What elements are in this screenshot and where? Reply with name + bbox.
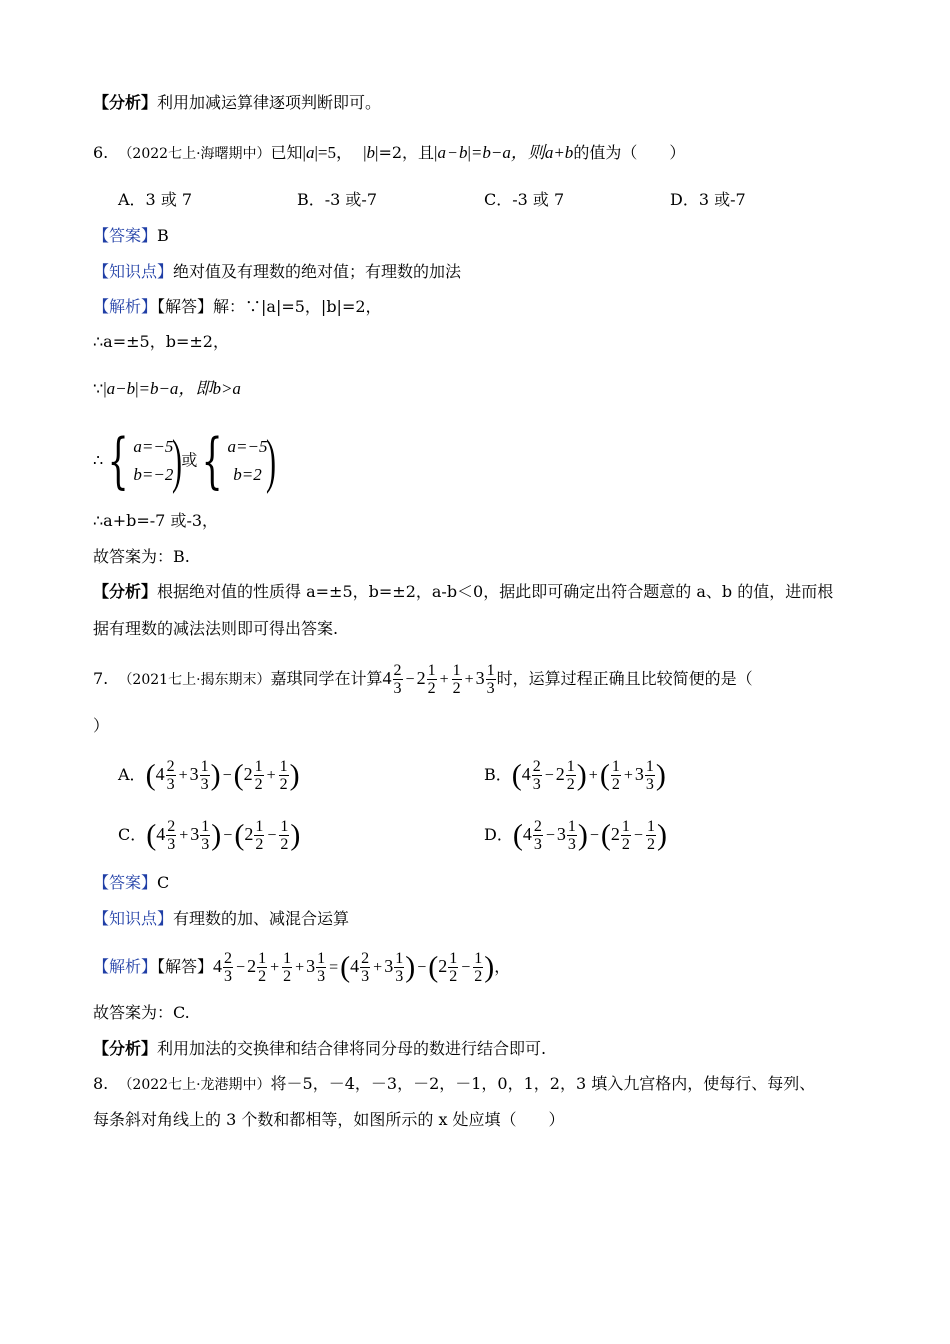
- q7-option-d[interactable]: D．(4 $\frac{2}{3}$ − 3 $\frac{1}{3}$ ) −(2 $\frac{1}{2}$ − $\frac{1}{2}$ ): [484, 818, 667, 853]
- q6-solution-line-5: 故答案为：B.: [93, 547, 190, 566]
- equation-system-1: { a=−5 b=−2 ): [107, 425, 183, 496]
- q7-option-c[interactable]: C．(4 $\frac{2}{3}$ + 3 $\frac{1}{3}$ ) −(2 $\frac{1}{2}$ − $\frac{1}{2}$ ): [118, 818, 301, 853]
- q7-option-a[interactable]: A．(4 $\frac{2}{3}$ + 3 $\frac{1}{3}$ ) −(2 $\frac{1}{2}$ + $\frac{1}{2}$ ): [118, 758, 300, 793]
- q6-solution-system: ∴ { a=−5 b=−2 ) 或 { a=−5 b=2 ): [93, 425, 277, 496]
- fraction: $\frac{2}{3}$: [393, 662, 402, 697]
- q7-stem-end: ）: [93, 716, 110, 735]
- q7-knowledge-point: 【知识点】有理数的加、减混合运算: [93, 909, 350, 928]
- q6-solution-head: 【解析】【解答】解：∵|a|=5，|b|=2，: [93, 297, 382, 316]
- q6-option-b[interactable]: B．-3 或-7: [297, 190, 378, 209]
- q6-answer: 【答案】B: [93, 226, 169, 245]
- q8-stem-2: 每条斜对角线上的 3 个数和都相等，如图所示的 x 处应填（ ）: [93, 1110, 565, 1129]
- q6-solution-line-2: ∵|a−b|=b−a，即b>a: [93, 379, 241, 398]
- q7-solution-end: 故答案为：C.: [93, 1003, 190, 1022]
- prev-analysis: 【分析】利用加减运算律逐项判断即可。: [93, 93, 382, 112]
- q6-option-c[interactable]: C．-3 或 7: [484, 190, 565, 209]
- q6-option-d[interactable]: D．3 或-7: [670, 190, 746, 209]
- q6-solution-line-1: ∴a=±5，b=±2，: [93, 332, 229, 351]
- q7-option-b[interactable]: B．(4 $\frac{2}{3}$ − 2 $\frac{1}{2}$ ) +( $\frac{1}{2}$ + 3 $\frac{1}{3}$ ): [484, 758, 666, 793]
- q6-stem: 6. （2022七上·海曙期中）已知|a|=5， |b|=2，且|a − b|=b−a，则a+b的值为（ ）: [93, 143, 686, 162]
- q6-solution-line-4: ∴a+b=-7 或-3，: [93, 511, 219, 530]
- q7-solution: 【解析】【解答】4 $\frac{2}{3}$ − 2 $\frac{1}{2}$ + $\frac{1}{2}$ + 3 $\frac{1}{3}$ =(4 $\frac{2}{3}$ + 3 $\frac{1}{3}$ ) −(2 $\frac{1}{2}$ − $\frac{1}{2}$ )，: [93, 950, 511, 985]
- q8-stem-1: 8. （2022七上·龙港期中）将－5，－4，－3，－2，－1，0，1，2，3 填入九宫格内，使每行、每列、: [93, 1074, 816, 1093]
- equation-system-2: { a=−5 b=2 ): [201, 425, 277, 496]
- q7-analysis: 【分析】利用加法的交换律和结合律将同分母的数进行结合即可.: [93, 1039, 547, 1058]
- q6-analysis-2: 据有理数的减法法则即可得出答案.: [93, 619, 339, 638]
- q6-knowledge-point: 【知识点】绝对值及有理数的绝对值；有理数的加法: [93, 262, 462, 281]
- q7-stem: 7. （2021七上·揭东期末）嘉琪同学在计算4 $\frac{2}{3}$ − 2 $\frac{1}{2}$ + $\frac{1}{2}$ + 3 $\frac{1}{3}$ 时，运算过程正确且比较简便的是（: [93, 662, 753, 697]
- q6-option-a[interactable]: A．3 或 7: [118, 190, 193, 209]
- q6-analysis-1: 【分析】根据绝对值的性质得 a=±5，b=±2，a-b＜0，据此即可确定出符合题意的 a、b 的值，进而根: [93, 582, 834, 601]
- q7-answer: 【答案】C: [93, 873, 170, 892]
